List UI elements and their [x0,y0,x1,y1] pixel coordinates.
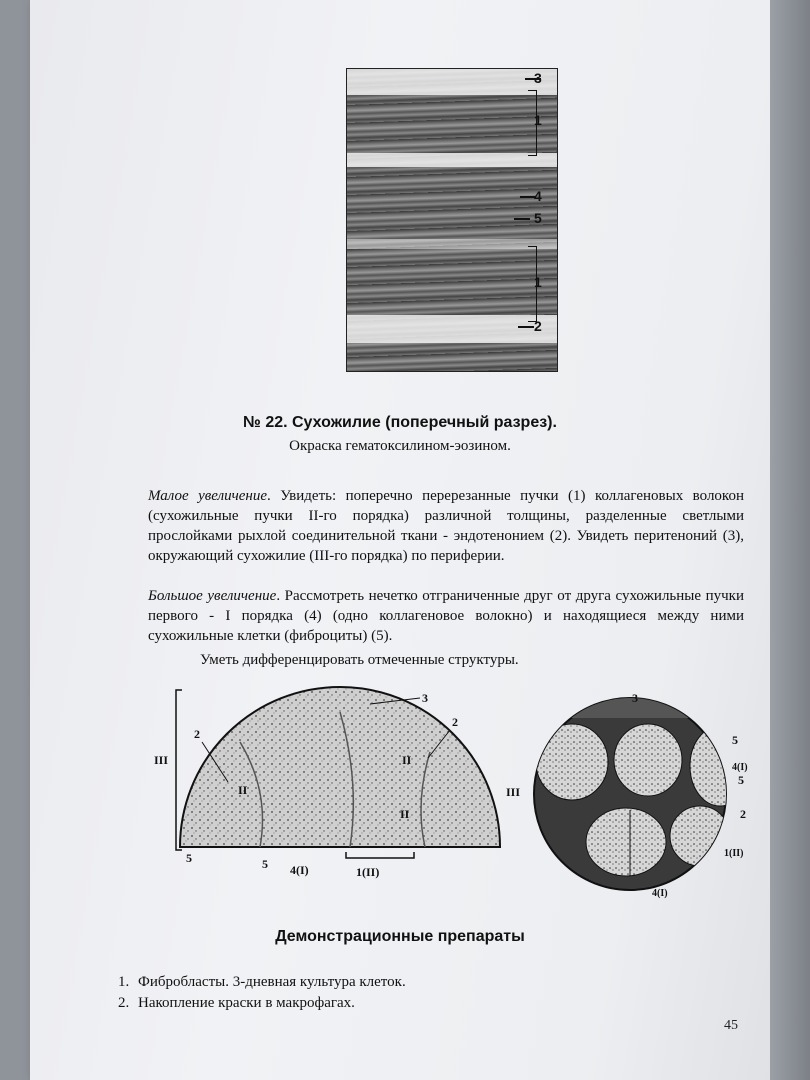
low-mag-text: . Увидеть: поперечно перерезанные пучки (1) коллагеновых волокон (сухожильные пучки II-го порядка) различной толщины, разделенные светлыми прослойками рыхлой соединительной ткани - эндотенонием (2). Увидеть перитеноний (3), окружающий сухожилие (III-го порядка) по периферии. [148,488,744,564]
fig-label-1: 1 [534,112,542,128]
diag-label-4I: 4(I) [290,863,309,877]
label-tick [518,326,534,328]
tendon-cross-section-diagram [110,682,530,882]
stain-method: Окраска гематоксилином-эозином. [289,438,511,454]
diag-label-5: 5 [186,851,192,865]
fig-label-3: 3 [534,70,542,86]
diag-label-2b: 2 [452,715,458,729]
book-page [30,0,770,1080]
page-edge-shadow [770,0,810,1080]
diag-label-5b: 5 [262,857,268,871]
high-magnification-paragraph [148,586,744,646]
diag-r-label-4Ib: 4(I) [652,888,668,899]
diag-label-IIc: II [400,807,410,821]
endotenonium-band [347,315,557,343]
label-tick [514,218,530,220]
low-mag-lead: Малое увеличение [148,488,268,504]
differentiate-instruction: Уметь дифференцировать отмеченные структуры. [200,652,519,668]
fig-label-1b: 1 [534,274,542,290]
tendon-high-mag-diagram [500,686,760,906]
high-mag-text: . Рассмотреть нечетко отграниченные друг от друга сухожильные пучки первого - I порядка (4) (одно коллагеновое волокно) и находящиеся между ними сухожильные клетки (фиброциты) (5). [148,588,744,644]
fig-label-5: 5 [534,210,542,226]
page-number: 45 [724,1018,738,1033]
list-item: 2. Накопление краски в макрофагах. [118,995,355,1011]
endotenonium-band [347,239,557,249]
demo-list [118,972,406,1014]
diag-label-IIb: II [402,753,412,767]
diag-label-1II: 1(II) [356,865,380,879]
fig-label-2: 2 [534,318,542,334]
diag-r-label-5: 5 [732,733,738,747]
diag-label-2: 2 [194,727,200,741]
endotenonium-band [347,153,557,167]
diag-r-label-III: III [506,785,521,799]
fig-label-4: 4 [534,188,542,204]
low-magnification-paragraph [148,486,744,566]
list-item: 1. Фибробласты. 3-дневная культура клеток. [118,974,406,990]
specimen-title: № 22. Сухожилие (поперечный разрез). [243,414,557,431]
diag-r-label-4I: 4(I) [732,762,748,773]
diag-label-3: 3 [422,691,428,705]
peritenonium-band [347,69,557,95]
demo-section-title: Демонстрационные препараты [275,928,525,945]
diag-r-label-3: 3 [632,691,638,705]
tendon-semicircle [180,687,500,847]
diag-label-II: II [238,783,248,797]
diag-r-label-1II: 1(II) [724,848,744,859]
diag-label-III: III [154,753,169,767]
diag-r-label-5b: 5 [738,773,744,787]
diag-r-label-2: 2 [740,807,746,821]
high-mag-lead: Большое увеличение [148,588,277,604]
